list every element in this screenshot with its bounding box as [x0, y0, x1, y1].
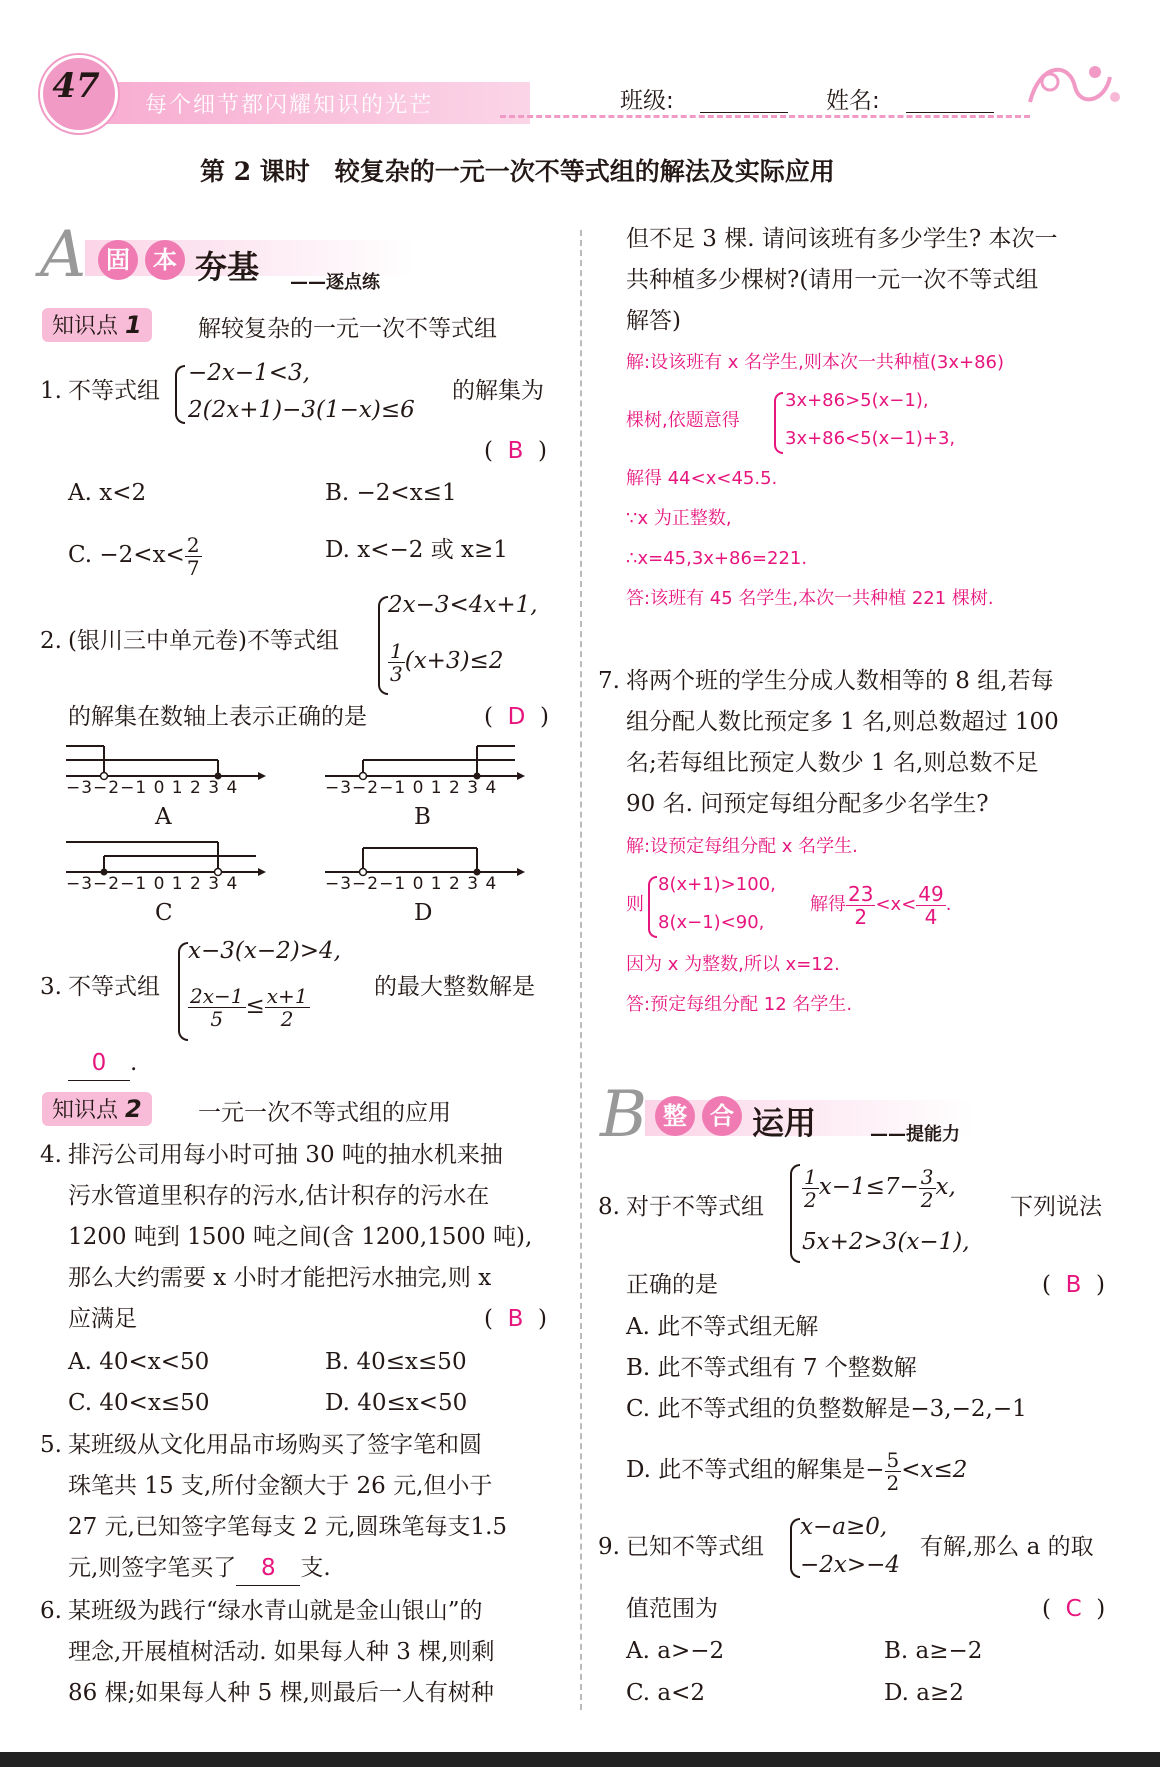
q9-line2: −2x>−4: [800, 1552, 901, 1578]
page-number: 47: [52, 66, 100, 106]
q3-line1: x−3(x−2)>4,: [188, 938, 341, 964]
q2-answer: D: [507, 704, 526, 730]
q1-answer-paren: ( B ): [484, 438, 547, 464]
knowledge-point-1-badge: 知识点 1: [42, 308, 152, 342]
q4-line: 那么大约需要 x 小时才能把污水抽完,则 x: [68, 1265, 492, 1291]
name-label: 姓名:: [826, 88, 880, 114]
q8-post: 下列说法: [1010, 1194, 1102, 1220]
q4-option-a: A. 40<x<50: [68, 1349, 210, 1375]
q6-solution: 解:设该班有 x 名学生,则本次一共种植(3x+86): [626, 352, 1005, 373]
q1-line1: −2x−1<3,: [188, 360, 310, 386]
q9-brace: [790, 1518, 800, 1578]
number-line-d-label: D: [414, 900, 433, 926]
section-a-sub: ——逐点练: [290, 272, 380, 293]
q2-line2: $\frac{1}{3}$ (x+3)≤2: [390, 638, 504, 686]
number-line-b-ticks: −3−2−1 0 1 2 3 4: [325, 778, 498, 798]
header-dash-line: [500, 115, 1030, 118]
q8-answer-paren: ( B ): [1042, 1272, 1105, 1298]
q7-solution-brace: [648, 876, 657, 938]
q4-line: 1200 吨到 1500 吨之间(含 1200,1500 吨),: [68, 1224, 533, 1250]
q7-line: 组分配人数比预定多 1 名,则总数超过 100: [626, 709, 1059, 735]
q5-line-4: 元,则签字笔买了 8 支.: [68, 1551, 331, 1586]
q4-option-d: D. 40≤x<50: [325, 1390, 468, 1416]
q5-number: 5.: [40, 1432, 62, 1458]
q8-pre: 对于不等式组: [626, 1194, 764, 1220]
class-label: 班级:: [620, 88, 674, 114]
q2-answer-paren: ( D ): [484, 704, 549, 730]
class-field[interactable]: [700, 112, 788, 113]
q7-solution: 则: [626, 894, 644, 915]
q8-option-a: A. 此不等式组无解: [626, 1314, 819, 1340]
q6-line: 86 棵;如果每人种 5 棵,则最后一人有树种: [68, 1680, 494, 1706]
q7-solution: 解:设预定每组分配 x 名学生.: [626, 836, 858, 857]
q1-brace: [175, 365, 185, 424]
q5-answer: 8: [260, 1555, 276, 1581]
q2-post: 的解集在数轴上表示正确的是: [68, 704, 367, 730]
number-line-c: [66, 838, 266, 878]
q6-solution: ∵x 为正整数,: [626, 508, 732, 529]
q4-line: 应满足: [68, 1306, 137, 1332]
q8-line2: 5x+2>3(x−1),: [802, 1229, 970, 1255]
q9-option-d: D. a≥2: [884, 1680, 964, 1706]
q7-number: 7.: [598, 668, 620, 694]
q6-solution-brace: [774, 392, 783, 454]
q9-option-b: B. a≥−2: [884, 1638, 983, 1664]
q7-solution-result: 解得 $\frac{23}{2}$ <x< $\frac{49}{4}$ .: [810, 881, 952, 929]
q9-option-c: C. a<2: [626, 1680, 706, 1706]
section-a-letter: A: [40, 218, 87, 292]
number-line-c-ticks: −3−2−1 0 1 2 3 4: [66, 874, 239, 894]
q1-post: 的解集为: [452, 378, 544, 404]
q1-line2: 2(2x+1)−3(1−x)≤6: [188, 397, 415, 423]
section-a-word: 夯基: [195, 248, 260, 286]
q1-number: 1.: [40, 378, 62, 404]
q4-answer-paren: ( B ): [484, 1306, 547, 1332]
q7-solution: 8(x−1)<90,: [658, 912, 765, 933]
q5-line: 某班级从文化用品市场购买了签字笔和圆: [68, 1432, 482, 1458]
q8-brace: [790, 1164, 800, 1263]
q4-answer: B: [507, 1306, 524, 1332]
q1-option-a: A. x<2: [68, 480, 147, 506]
q8-number: 8.: [598, 1194, 620, 1220]
knowledge-point-2-title: 一元一次不等式组的应用: [198, 1100, 451, 1126]
q9-option-a: A. a>−2: [626, 1638, 725, 1664]
q8-line1: $\frac{1}{2}$ x−1≤7− $\frac{3}{2}$ x,: [804, 1164, 956, 1212]
q7-solution: 答:预定每组分配 12 名学生.: [626, 994, 853, 1015]
bottom-bar: [0, 1752, 1160, 1767]
q8-option-c: C. 此不等式组的负整数解是−3,−2,−1: [626, 1396, 1027, 1422]
q7-line: 90 名. 问预定每组分配多少名学生?: [626, 791, 989, 817]
number-line-b: [325, 742, 525, 782]
q6-line: 共种植多少棵树?(请用一元一次不等式组: [626, 267, 1039, 293]
number-line-b-label: B: [414, 804, 431, 830]
q7-solution: 8(x+1)>100,: [658, 874, 776, 895]
q3-post: 的最大整数解是: [374, 974, 535, 1000]
q6-solution: 答:该班有 45 名学生,本次一共种植 221 棵树.: [626, 588, 994, 609]
number-line-d: [325, 838, 525, 878]
q4-option-b: B. 40≤x≤50: [325, 1349, 467, 1375]
knowledge-point-1-title: 解较复杂的一元一次不等式组: [198, 316, 497, 342]
q1-answer: B: [507, 438, 524, 464]
q6-solution: 3x+86>5(x−1),: [785, 390, 929, 411]
q3-answer: 0: [91, 1050, 107, 1076]
q2-number: 2.: [40, 628, 62, 654]
q1-option-d: D. x<−2 或 x≥1: [325, 537, 508, 563]
q9-post: 有解,那么 a 的取: [920, 1534, 1094, 1560]
q1-pre: 不等式组: [68, 378, 160, 404]
q6-number: 6.: [40, 1598, 62, 1624]
q7-solution: 因为 x 为整数,所以 x=12.: [626, 954, 840, 975]
q1-option-c: C. −2<x< $\frac{2}{7}$: [68, 532, 200, 580]
name-field[interactable]: [906, 112, 994, 113]
q3-pre: 不等式组: [68, 974, 160, 1000]
slogan: 每个细节都闪耀知识的光芒: [145, 93, 434, 118]
q4-line: 污水管道里积存的污水,估计积存的污水在: [68, 1183, 490, 1209]
q6-solution: 解得 44<x<45.5.: [626, 468, 778, 489]
q1-option-c-frac: $\frac{2}{7}$: [186, 532, 200, 580]
q8-option-d: D. 此不等式组的解集是− $\frac{5}{2}$ <x≤2: [626, 1447, 968, 1495]
q3-line2: $\frac{2x-1}{5}$ ≤ $\frac{x+1}{2}$: [190, 983, 308, 1031]
q4-line: 排污公司用每小时可抽 30 吨的抽水机来抽: [68, 1142, 503, 1168]
q2-brace: [378, 596, 388, 695]
q1-option-b: B. −2<x≤1: [325, 480, 457, 506]
section-b-char-1: 整: [655, 1096, 695, 1136]
q5-line: 珠笔共 15 支,所付金额大于 26 元,但小于: [68, 1473, 493, 1499]
section-b-letter: B: [600, 1078, 648, 1152]
q3-answer-line: 0 .: [68, 1046, 137, 1081]
number-line-a-ticks: −3−2−1 0 1 2 3 4: [66, 778, 239, 798]
q6-line: 理念,开展植树活动. 如果每人种 3 棵,则剩: [68, 1639, 495, 1665]
q9-number: 9.: [598, 1534, 620, 1560]
number-line-a: [66, 742, 266, 782]
flourish-icon: [1020, 52, 1125, 122]
q6-solution: 棵树,依题意得: [626, 410, 740, 431]
q6-line: 但不足 3 棵. 请问该班有多少学生? 本次一: [626, 226, 1058, 252]
q6-solution: 3x+86<5(x−1)+3,: [785, 428, 956, 449]
q8-option-b: B. 此不等式组有 7 个整数解: [626, 1355, 917, 1381]
q9-line1: x−a≥0,: [800, 1514, 888, 1540]
knowledge-point-2-badge: 知识点 2: [42, 1092, 152, 1126]
q7-line: 名;若每组比预定人数少 1 名,则总数不足: [626, 750, 1039, 776]
q5-line: 27 元,已知签字笔每支 2 元,圆珠笔每支1.5: [68, 1514, 508, 1540]
number-line-a-label: A: [155, 804, 172, 830]
q2-pre: (银川三中单元卷)不等式组: [68, 628, 339, 654]
q9-answer-paren: ( C ): [1042, 1596, 1106, 1622]
q8-answer: B: [1065, 1272, 1082, 1298]
section-a-char-2: 本: [145, 240, 185, 280]
lesson-title: 第 2 课时 较复杂的一元一次不等式组的解法及实际应用: [200, 157, 835, 186]
q8-line-2: 正确的是: [626, 1272, 718, 1298]
q6-solution: ∴x=45,3x+86=221.: [626, 548, 808, 569]
q6-line: 解答): [626, 308, 681, 334]
q2-line1: 2x−3<4x+1,: [388, 592, 538, 618]
column-divider: [580, 230, 582, 1710]
q4-option-c: C. 40<x≤50: [68, 1390, 210, 1416]
q4-number: 4.: [40, 1142, 62, 1168]
section-b-sub: ——提能力: [870, 1124, 960, 1145]
q9-line-2: 值范围为: [626, 1596, 718, 1622]
section-a-char-1: 固: [98, 240, 138, 280]
q9-pre: 已知不等式组: [626, 1534, 764, 1560]
number-line-c-label: C: [155, 900, 173, 926]
number-line-d-ticks: −3−2−1 0 1 2 3 4: [325, 874, 498, 894]
section-b-word: 运用: [752, 1104, 817, 1142]
section-b-char-2: 合: [702, 1096, 742, 1136]
q3-brace: [178, 942, 188, 1041]
q9-answer: C: [1065, 1596, 1082, 1622]
q7-line: 将两个班的学生分成人数相等的 8 组,若每: [626, 668, 1054, 694]
q6-line: 某班级为践行“绿水青山就是金山银山”的: [68, 1598, 483, 1624]
q3-number: 3.: [40, 974, 62, 1000]
